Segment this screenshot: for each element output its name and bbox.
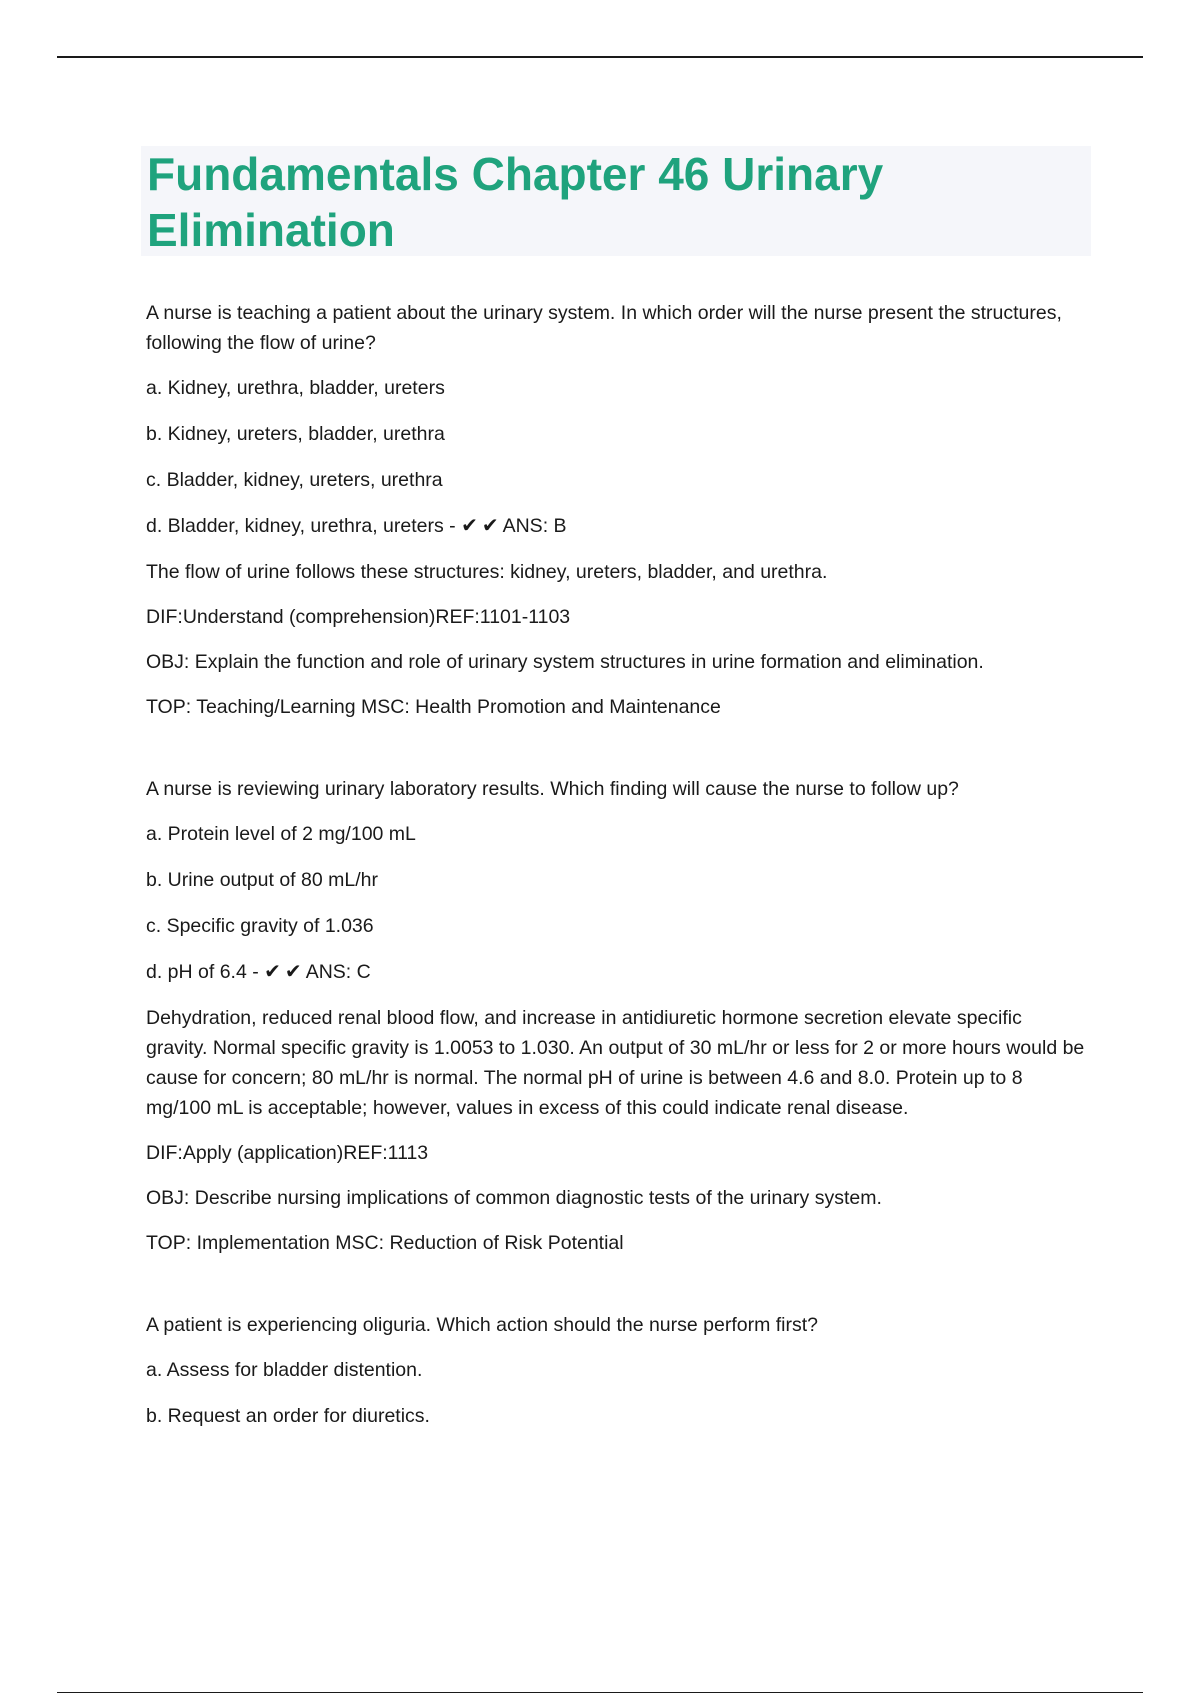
option-d: d. pH of 6.4 - — [146, 961, 259, 983]
topic: TOP: Teaching/Learning MSC: Health Promotion and Maintenance — [146, 696, 721, 718]
answer-key: ANS: B — [502, 515, 567, 537]
option-d-with-answer — [146, 511, 1086, 541]
rationale: The flow of urine follows these structures: kidney, ureters, bladder, and urethra. — [146, 561, 828, 583]
question-stem: A nurse is teaching a patient about the urinary system. In which order will the nurse present the structures, following the flow of urine? — [146, 302, 1062, 354]
question-2 — [146, 774, 1086, 1258]
question-1 — [146, 298, 1086, 722]
option-a: a. Kidney, urethra, bladder, ureters — [146, 377, 445, 399]
option-c: c. Specific gravity of 1.036 — [146, 915, 374, 937]
answer-key: ANS: C — [305, 961, 371, 983]
title-banner — [141, 146, 1091, 256]
objective: OBJ: Explain the function and role of urinary system structures in urine formation and elimination. — [146, 651, 984, 673]
document-body — [146, 298, 1086, 1483]
top-rule — [57, 56, 1143, 58]
check-icon: ✔ — [461, 515, 478, 537]
question-3 — [146, 1310, 1086, 1431]
option-a: a. Assess for bladder distention. — [146, 1359, 423, 1381]
option-a: a. Protein level of 2 mg/100 mL — [146, 823, 416, 845]
bottom-rule — [57, 1692, 1143, 1693]
page-title: Fundamentals Chapter 46 Urinary Elimination — [147, 148, 884, 256]
objective: OBJ: Describe nursing implications of common diagnostic tests of the urinary system. — [146, 1187, 882, 1209]
option-b: b. Request an order for diuretics. — [146, 1405, 430, 1427]
rationale: Dehydration, reduced renal blood flow, and increase in antidiuretic hormone secretion elevate specific gravity. Normal specific gravity is 1.0053 to 1.030. An output of 30 mL/hr or less for 2 or more hours would be cause for concern; 80 mL/hr is normal. The normal pH of urine is between 4.6 and 8.0. Protein up to 8 mg/100 mL is acceptable; however, values in excess of this could indicate renal disease. — [146, 1007, 1085, 1119]
option-d: d. Bladder, kidney, urethra, ureters - — [146, 515, 456, 537]
check-icon: ✔ — [264, 961, 281, 983]
question-stem: A patient is experiencing oliguria. Which action should the nurse perform first? — [146, 1314, 819, 1336]
option-b: b. Urine output of 80 mL/hr — [146, 869, 378, 891]
option-b: b. Kidney, ureters, bladder, urethra — [146, 423, 445, 445]
check-icon: ✔ — [284, 961, 302, 983]
difficulty-reference: DIF:Apply (application)REF:1113 — [146, 1142, 429, 1164]
option-c: c. Bladder, kidney, ureters, urethra — [146, 469, 443, 491]
question-stem: A nurse is reviewing urinary laboratory results. Which finding will cause the nurse to follow up? — [146, 778, 959, 800]
difficulty-reference: DIF:Understand (comprehension)REF:1101-1103 — [146, 606, 571, 628]
topic: TOP: Implementation MSC: Reduction of Risk Potential — [146, 1232, 624, 1254]
option-d-with-answer — [146, 957, 1086, 987]
check-icon: ✔ — [481, 515, 499, 537]
